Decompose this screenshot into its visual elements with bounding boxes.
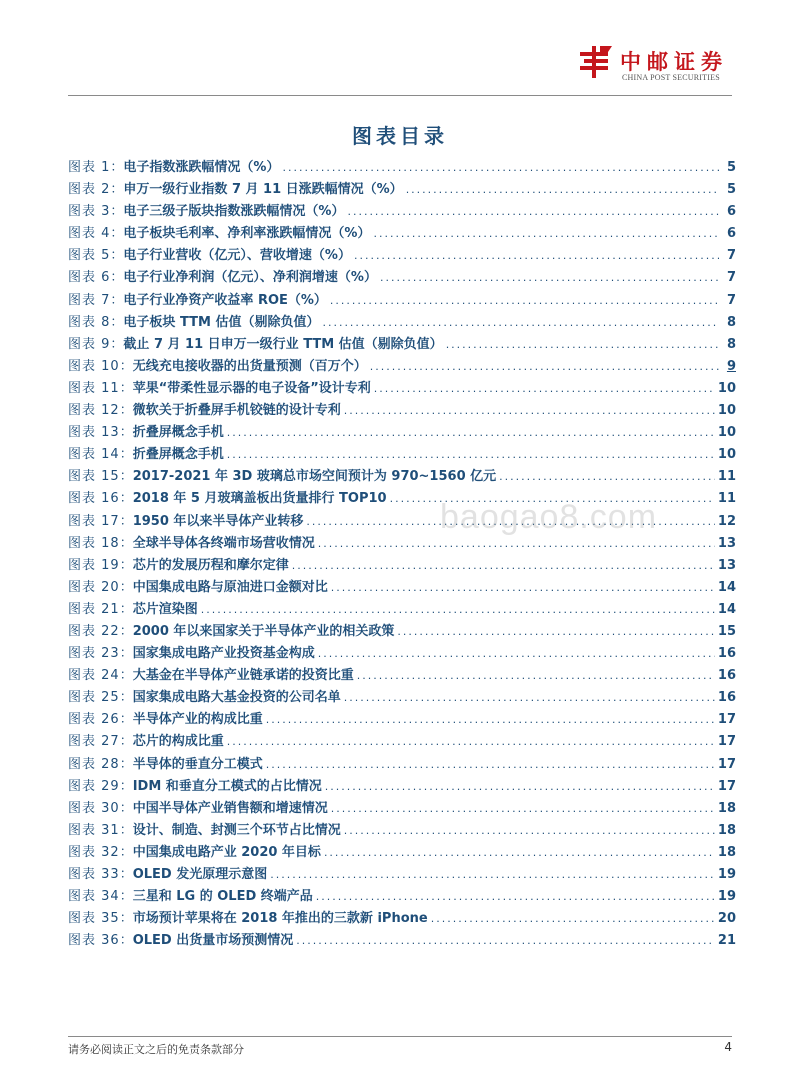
toc-entry-label: 图表 34: [68, 889, 120, 905]
toc-entry-separator: ：: [119, 535, 133, 551]
toc-entry-separator: ：: [110, 336, 124, 352]
toc-entry-separator: ：: [119, 601, 133, 617]
toc-entry[interactable]: [68, 178, 736, 200]
toc-entry-title: 电子行业净资产收益率 ROE（%）: [123, 292, 327, 308]
toc-entry[interactable]: [68, 399, 736, 421]
toc-entry-page[interactable]: 12: [717, 513, 736, 529]
toc-entry-label: 图表 36: [68, 933, 120, 949]
toc-entry-title: 电子行业净利润（亿元）、净利润增速（%）: [123, 270, 377, 286]
toc-entry-separator: ：: [119, 889, 133, 905]
toc-entry-page[interactable]: 7: [726, 292, 736, 308]
toc-entry-page[interactable]: 18: [717, 844, 736, 860]
toc-entry-title: 电子板块毛利率、净利率涨跌幅情况（%）: [123, 226, 371, 242]
toc-entry-leader-dots: [344, 404, 715, 417]
toc-entry-leader-dots: [266, 713, 715, 726]
toc-entry-leader-dots: [357, 669, 715, 682]
toc-entry-page[interactable]: 11: [717, 491, 736, 507]
toc-entry-label: 图表 7: [68, 292, 111, 308]
toc-entry-label: 图表 16: [68, 491, 120, 507]
toc-entry-title: 设计、制造、封测三个环节占比情况: [132, 822, 341, 838]
toc-entry-leader-dots: [318, 537, 715, 550]
toc-entry[interactable]: [68, 355, 736, 377]
toc-entry-title: 三星和 LG 的 OLED 终端产品: [132, 889, 313, 905]
toc-entry-page[interactable]: 10: [717, 425, 736, 441]
toc-entry-separator: ：: [119, 800, 133, 816]
toc-entry-page[interactable]: 11: [717, 469, 736, 485]
toc-entry-label: 图表 11: [68, 380, 120, 396]
toc-entry[interactable]: [68, 730, 736, 752]
toc-entry-page[interactable]: 17: [717, 778, 736, 794]
toc-entry-page[interactable]: 5: [726, 160, 736, 175]
toc-entry-page[interactable]: 17: [717, 734, 736, 750]
toc-entry-title: 折叠屏概念手机: [132, 425, 224, 441]
toc-entry-leader-dots: [397, 625, 714, 638]
toc-entry-separator: ：: [110, 292, 124, 308]
toc-entry-title: 芯片的发展历程和摩尔定律: [132, 557, 289, 573]
toc-entry-page[interactable]: 8: [726, 336, 736, 352]
toc-entry-title: 微软关于折叠屏手机铰链的设计专利: [132, 403, 341, 419]
toc-entry-title: 中国集成电路产业 2020 年目标: [132, 844, 321, 860]
toc-entry-page[interactable]: 7: [726, 270, 736, 286]
toc-entry-page[interactable]: 7: [726, 248, 736, 264]
toc-entry[interactable]: [68, 377, 736, 399]
toc-entry-label: 图表 27: [68, 734, 120, 750]
toc-entry-leader-dots: [292, 559, 715, 572]
toc-entry-page[interactable]: 16: [717, 646, 736, 662]
page-title: 图表目录: [352, 124, 448, 148]
toc-entry-label: 图表 28: [68, 756, 120, 772]
page-number: 4: [724, 1040, 732, 1054]
toc-entry[interactable]: [68, 708, 736, 730]
toc-entry[interactable]: [68, 222, 736, 244]
toc-entry-label: 图表 1: [68, 160, 111, 175]
toc-entry-title: 全球半导体各终端市场营收情况: [132, 535, 315, 551]
toc-entry-label: 图表 29: [68, 778, 120, 794]
toc-entry-leader-dots: [331, 802, 715, 815]
toc-entry-leader-dots: [227, 735, 715, 748]
toc-entry-separator: ：: [119, 668, 133, 684]
toc-entry-separator: ：: [119, 380, 133, 396]
toc-entry[interactable]: [68, 620, 736, 642]
toc-entry-separator: ：: [119, 690, 133, 706]
toc-entry-leader-dots: [201, 603, 715, 616]
toc-entry[interactable]: [68, 333, 736, 355]
toc-entry-title: 市场预计苹果将在 2018 年推出的三款新 iPhone: [132, 911, 428, 927]
toc-entry-separator: ：: [119, 756, 133, 772]
toc-entry-label: 图表 24: [68, 668, 120, 684]
toc-entry-label: 图表 21: [68, 601, 120, 617]
toc-entry-leader-dots: [406, 183, 719, 196]
toc-entry-label: 图表 2: [68, 182, 111, 198]
toc-entry[interactable]: [68, 863, 736, 885]
toc-entry[interactable]: [68, 841, 736, 863]
toc-entry-page[interactable]: 10: [717, 447, 736, 463]
header-divider: [68, 95, 732, 96]
toc-entry-page[interactable]: 6: [726, 226, 736, 242]
toc-entry-label: 图表 15: [68, 469, 120, 485]
toc-entry-label: 图表 14: [68, 447, 120, 463]
toc-entry-leader-dots: [374, 382, 715, 395]
china-post-logo-icon: [578, 44, 614, 80]
toc-entry-separator: ：: [119, 425, 133, 441]
toc-entry-page[interactable]: 17: [717, 712, 736, 728]
toc-entry-page[interactable]: 6: [726, 204, 736, 220]
toc-entry-leader-dots: [347, 205, 719, 218]
page-header: [0, 0, 800, 98]
toc-entry-label: 图表 26: [68, 712, 120, 728]
footer-divider: [68, 1036, 732, 1037]
toc-entry-page[interactable]: 5: [726, 182, 736, 198]
toc-entry[interactable]: [68, 311, 736, 333]
logo-english-name: CHINA POST SECURITIES: [622, 73, 720, 82]
toc-entry-leader-dots: [324, 846, 715, 859]
toc-entry-leader-dots: [370, 360, 719, 373]
toc-entry-page[interactable]: 17: [717, 756, 736, 772]
toc-entry-separator: ：: [119, 712, 133, 728]
toc-entry-leader-dots: [322, 316, 719, 329]
toc-entry-page[interactable]: 14: [717, 579, 736, 595]
toc-entry-label: 图表 10: [68, 358, 120, 374]
toc-entry-title: 芯片渲染图: [132, 601, 198, 617]
toc-entry-title: 中国半导体产业销售额和增速情况: [132, 800, 328, 816]
toc-entry[interactable]: [68, 885, 736, 907]
toc-entry-separator: ：: [110, 248, 124, 264]
toc-entry-separator: ：: [119, 734, 133, 750]
toc-entry-page[interactable]: 8: [726, 314, 736, 330]
toc-entry-label: 图表 9: [68, 336, 111, 352]
toc-entry-separator: ：: [119, 844, 133, 860]
toc-entry-title: 2018 年 5 月玻璃盖板出货量排行 TOP10: [132, 491, 387, 507]
toc-entry-leader-dots: [325, 780, 715, 793]
toc-entry-title: 电子行业营收（亿元）、营收增速（%）: [123, 248, 351, 264]
toc-entry-page[interactable]: 16: [717, 690, 736, 706]
toc-entry-page[interactable]: 16: [717, 668, 736, 684]
toc-entry[interactable]: [68, 929, 736, 951]
toc-entry-title: 1950 年以来半导体产业转移: [132, 513, 304, 529]
toc-entry-label: 图表 17: [68, 513, 120, 529]
toc-entry[interactable]: [68, 421, 736, 443]
toc-entry-label: 图表 13: [68, 425, 120, 441]
logo-chinese-name: 中邮证券: [620, 49, 728, 74]
toc-entry-label: 图表 4: [68, 226, 111, 242]
toc-entry-label: 图表 30: [68, 800, 120, 816]
toc-entry-leader-dots: [316, 890, 715, 903]
toc-entry[interactable]: [68, 598, 736, 620]
toc-entry-page[interactable]: 20: [717, 911, 736, 927]
toc-entry-leader-dots: [282, 161, 719, 174]
toc-entry-separator: ：: [119, 822, 133, 838]
toc-entry[interactable]: [68, 554, 736, 576]
toc-entry-label: 图表 33: [68, 867, 120, 882]
toc-entry-leader-dots: [431, 912, 715, 925]
toc-entry-leader-dots: [499, 470, 715, 483]
toc-entry-page[interactable]: 21: [717, 933, 736, 949]
toc-entry[interactable]: [68, 465, 736, 487]
toc-entry-leader-dots: [331, 581, 715, 594]
toc-entry-leader-dots: [330, 294, 719, 307]
toc-entry-leader-dots: [373, 227, 719, 240]
toc-entry[interactable]: [68, 664, 736, 686]
toc-entry-title: 2000 年以来国家关于半导体产业的相关政策: [132, 623, 395, 639]
toc-entry-page[interactable]: 19: [717, 867, 736, 882]
toc-entry-leader-dots: [296, 934, 715, 947]
toc-entry-leader-dots: [266, 758, 715, 771]
toc-entry-title: 电子指数涨跌幅情况（%）: [123, 160, 280, 175]
toc-entry-leader-dots: [227, 426, 715, 439]
toc-entry-title: 半导体产业的构成比重: [132, 712, 263, 728]
toc-entry-label: 图表 6: [68, 270, 111, 286]
toc-entry-separator: ：: [119, 358, 133, 374]
toc-entry-label: 图表 12: [68, 403, 120, 419]
toc-entry-page[interactable]: 13: [717, 535, 736, 551]
toc-entry-label: 图表 5: [68, 248, 111, 264]
toc-entry-separator: ：: [119, 469, 133, 485]
toc-entry-title: OLED 发光原理示意图: [132, 867, 268, 882]
toc-entry[interactable]: [68, 753, 736, 775]
toc-entry-label: 图表 19: [68, 557, 120, 573]
toc-entry-title: 大基金在半导体产业链承诺的投资比重: [132, 668, 354, 684]
toc-entry-page[interactable]: 19: [717, 889, 736, 905]
toc-entry[interactable]: [68, 907, 736, 929]
toc-entry[interactable]: [68, 797, 736, 819]
toc-entry-separator: ：: [119, 491, 133, 507]
toc-entry[interactable]: [68, 244, 736, 266]
toc-entry-page[interactable]: 9: [726, 358, 736, 374]
toc-entry-separator: ：: [119, 579, 133, 595]
toc-entry-title: 国家集成电路产业投资基金构成: [132, 646, 315, 662]
toc-entry-page[interactable]: 10: [717, 403, 736, 419]
toc-entry-separator: ：: [119, 447, 133, 463]
toc-entry-title: IDM 和垂直分工模式的占比情况: [132, 778, 322, 794]
toc-entry-separator: ：: [119, 403, 133, 419]
toc-entry-separator: ：: [119, 623, 133, 639]
toc-entry-page[interactable]: 15: [717, 623, 736, 639]
toc-entry-title: 电子三级子版块指数涨跌幅情况（%）: [123, 204, 345, 220]
toc-entry-label: 图表 20: [68, 579, 120, 595]
toc-entry-separator: ：: [110, 182, 124, 198]
toc-entry-title: OLED 出货量市场预测情况: [132, 933, 294, 949]
toc-entry-leader-dots: [227, 448, 715, 461]
toc-entry-label: 图表 31: [68, 822, 120, 838]
toc-entry-separator: ：: [110, 160, 124, 175]
toc-entry-separator: ：: [119, 646, 133, 662]
toc-entry-label: 图表 22: [68, 623, 120, 639]
toc-entry-title: 电子板块 TTM 估值（剔除负值）: [123, 314, 320, 330]
toc-entry[interactable]: [68, 576, 736, 598]
toc-entry[interactable]: [68, 289, 736, 311]
company-logo: [578, 44, 738, 88]
toc-entry-leader-dots: [380, 271, 719, 284]
toc-entry[interactable]: [68, 642, 736, 664]
toc-entry-title: 苹果“带柔性显示器的电子设备”设计专利: [132, 380, 371, 396]
toc-entry-title: 2017-2021 年 3D 玻璃总市场空间预计为 970~1560 亿元: [132, 469, 497, 485]
toc-entry-title: 截止 7 月 11 日申万一级行业 TTM 估值（剔除负值）: [123, 336, 443, 352]
toc-entry-title: 芯片的构成比重: [132, 734, 224, 750]
toc-entry[interactable]: [68, 156, 736, 178]
toc-entry-title: 半导体的垂直分工模式: [132, 756, 263, 772]
toc-entry[interactable]: [68, 266, 736, 288]
toc-entry-separator: ：: [110, 226, 124, 242]
toc-entry-title: 折叠屏概念手机: [132, 447, 224, 463]
toc-entry-title: 申万一级行业指数 7 月 11 日涨跌幅情况（%）: [123, 182, 403, 198]
table-of-figures: [68, 156, 736, 951]
toc-entry-leader-dots: [318, 647, 715, 660]
toc-entry-label: 图表 32: [68, 844, 120, 860]
toc-entry[interactable]: [68, 200, 736, 222]
toc-entry-label: 图表 8: [68, 314, 111, 330]
toc-entry-page[interactable]: 13: [717, 557, 736, 573]
toc-entry-leader-dots: [270, 868, 715, 881]
toc-entry-leader-dots: [344, 691, 715, 704]
toc-entry-title: 无线充电接收器的出货量预测（百万个）: [132, 358, 367, 374]
toc-entry-separator: ：: [119, 557, 133, 573]
toc-entry-separator: ：: [110, 270, 124, 286]
toc-entry-separator: ：: [119, 867, 133, 882]
toc-entry-page[interactable]: 14: [717, 601, 736, 617]
footer-disclaimer: 请务必阅读正文之后的免责条款部分: [68, 1043, 244, 1056]
toc-entry-leader-dots: [344, 824, 715, 837]
toc-entry-label: 图表 25: [68, 690, 120, 706]
toc-entry-separator: ：: [119, 513, 133, 529]
toc-entry[interactable]: [68, 775, 736, 797]
toc-entry-separator: ：: [119, 911, 133, 927]
toc-entry-label: 图表 3: [68, 204, 111, 220]
toc-entry-separator: ：: [110, 314, 124, 330]
toc-entry-separator: ：: [119, 933, 133, 949]
toc-entry-leader-dots: [354, 249, 719, 262]
toc-entry-leader-dots: [446, 338, 719, 351]
toc-entry[interactable]: [68, 686, 736, 708]
toc-entry-separator: ：: [119, 778, 133, 794]
toc-entry[interactable]: [68, 819, 736, 841]
toc-entry-label: 图表 18: [68, 535, 120, 551]
toc-entry-title: 中国集成电路与原油进口金额对比: [132, 579, 328, 595]
toc-entry-page[interactable]: 18: [717, 800, 736, 816]
toc-entry[interactable]: [68, 443, 736, 465]
toc-entry-label: 图表 35: [68, 911, 120, 927]
toc-entry-page[interactable]: 10: [717, 380, 736, 396]
watermark: baogao8.com: [440, 498, 658, 536]
toc-entry-title: 国家集成电路大基金投资的公司名单: [132, 690, 341, 706]
toc-entry-separator: ：: [110, 204, 124, 220]
toc-entry-page[interactable]: 18: [717, 822, 736, 838]
toc-entry-label: 图表 23: [68, 646, 120, 662]
